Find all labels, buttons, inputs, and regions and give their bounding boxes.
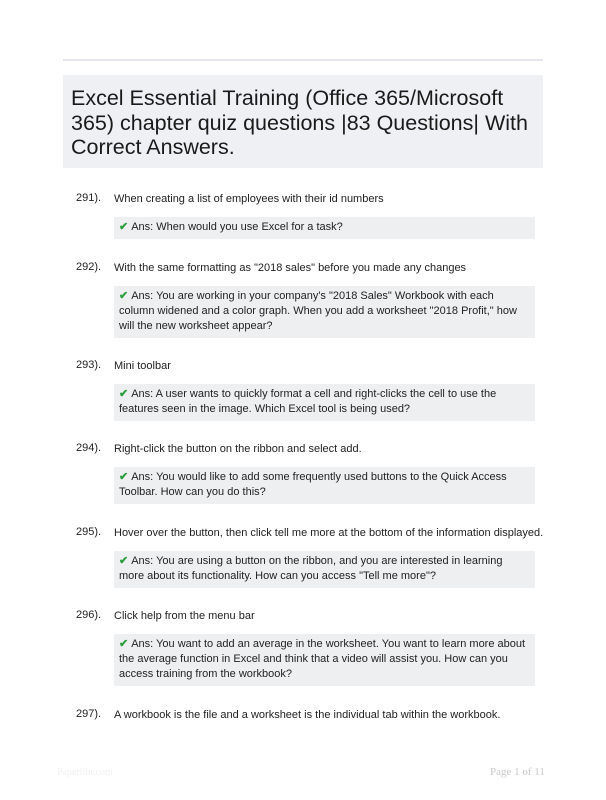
question-text: Mini toolbar (114, 360, 171, 372)
answer-text: Ans: You are working in your company's "2018 Sales" Workbook with each column widened and a color graph. When you add a worksheet "2018 Profit," how will the new worksheet appear? (119, 290, 517, 332)
question-number: 292). (76, 261, 102, 273)
document-title: Excel Essential Training (Office 365/Microsoft 365) chapter quiz questions |83 Questions| With Correct Answers. (71, 86, 528, 159)
question-text: With the same formatting as "2018 sales" before you made any changes (114, 262, 467, 274)
question-text: A workbook is the file and a worksheet is the individual tab within the workbook. (114, 709, 501, 721)
answer-box (114, 217, 535, 239)
title-banner (63, 75, 543, 168)
answer-box (114, 467, 535, 504)
check-icon: ✔ (119, 290, 129, 302)
answer-box (114, 286, 535, 338)
top-divider (63, 59, 543, 61)
question-text: Click help from the menu bar (114, 610, 255, 622)
answer-box (114, 551, 535, 588)
question-text: When creating a list of employees with their id numbers (114, 193, 384, 205)
answer-box (114, 384, 535, 421)
check-icon: ✔ (119, 221, 129, 233)
question-text: Right-click the button on the ribbon and select add. (114, 443, 362, 455)
answer-text: Ans: You would like to add some frequently used buttons to the Quick Access Toolbar. How can you do this? (119, 471, 507, 498)
footer-watermark: Paperlibr.com (57, 767, 113, 778)
answer-box (114, 634, 535, 686)
check-icon: ✔ (119, 638, 129, 650)
question-number: 297). (76, 708, 102, 720)
page-number: Page 1 of 11 (490, 766, 545, 778)
check-icon: ✔ (119, 555, 129, 567)
answer-text: Ans: When would you use Excel for a task? (131, 221, 343, 233)
check-icon: ✔ (119, 388, 129, 400)
question-number: 291). (76, 192, 102, 204)
question-number: 296). (76, 609, 102, 621)
answer-text: Ans: You want to add an average in the worksheet. You want to learn more about the average function in Excel and think that a video will assist you. How can you access training from the workbook? (119, 638, 526, 680)
question-text: Hover over the button, then click tell me more at the bottom of the information displayed. (114, 527, 544, 539)
answer-text: Ans: You are using a button on the ribbon, and you are interested in learning more about its functionality. How can you access "Tell me more"? (119, 555, 503, 582)
question-number: 295). (76, 526, 102, 538)
answer-text: Ans: A user wants to quickly format a cell and right-clicks the cell to use the features seen in the image. Which Excel tool is being used? (119, 388, 497, 415)
question-number: 294). (76, 442, 102, 454)
check-icon: ✔ (119, 471, 129, 483)
question-number: 293). (76, 359, 102, 371)
